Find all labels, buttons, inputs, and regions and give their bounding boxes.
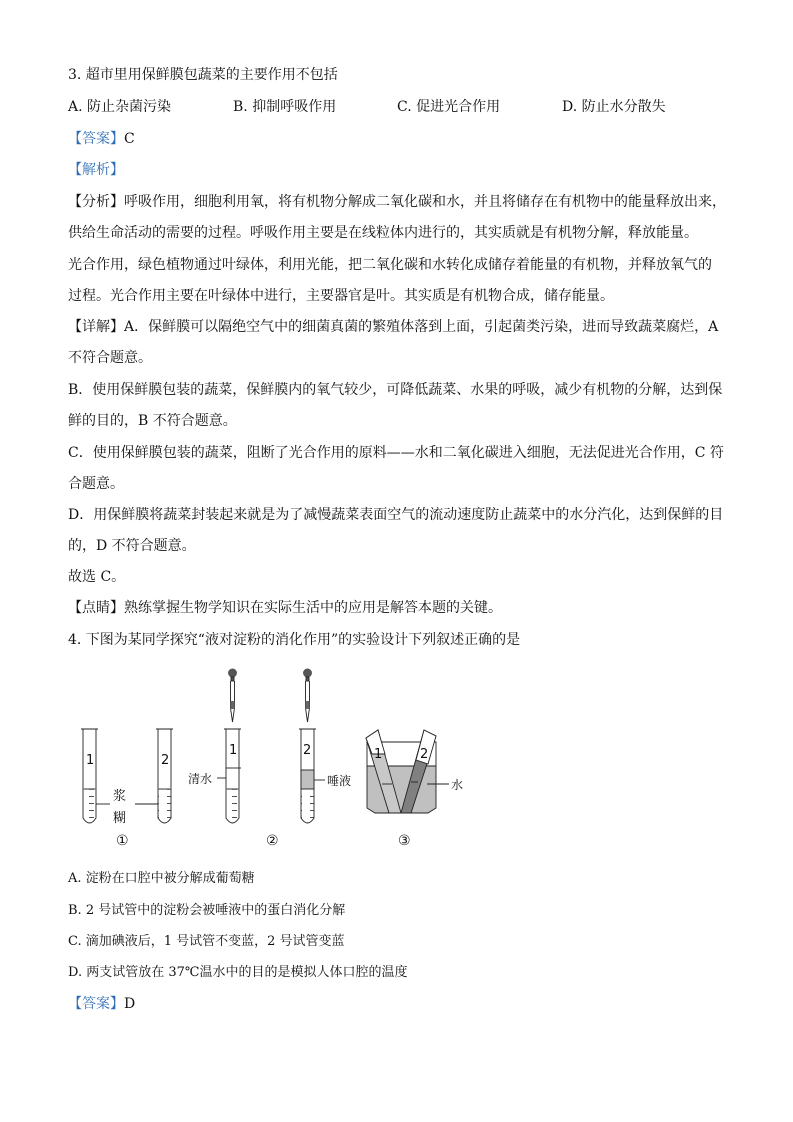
dropper-icon xyxy=(304,669,312,722)
q3-option-a: A. 防止杂菌污染 xyxy=(68,99,172,115)
detail-line: D．用保鲜膜将蔬菜封装起来就是为了减慢蔬菜表面空气的流动速度防止蔬菜中的水分汽化，达到保鲜的目 xyxy=(68,507,724,523)
experiment-figure xyxy=(60,660,480,860)
starch-label: 糊 xyxy=(113,811,127,826)
detail-line: 的，D 不符合题意。 xyxy=(68,538,196,554)
detail-line: 鲜的目的，B 不符合题意。 xyxy=(68,413,237,429)
answer-tag: 【答案】 xyxy=(68,996,124,1012)
q4-option-d: D. 两支试管放在 37℃温水中的目的是模拟人体口腔的温度 xyxy=(68,965,408,980)
beaker-water-bath xyxy=(366,730,449,813)
detail-line: 【详解】A．保鲜膜可以隔绝空气中的细菌真菌的繁殖体落到上面，引起菌类污染，进而导致蔬菜腐烂，A xyxy=(68,319,719,335)
step-label-2: ② xyxy=(266,833,279,849)
starch-label: 浆 xyxy=(113,789,127,804)
detail-line: 合题意。 xyxy=(68,476,124,492)
detail-line: 不符合题意。 xyxy=(68,350,152,366)
q4-answer xyxy=(68,995,135,1013)
answer-value: C xyxy=(124,131,135,147)
tube-label-2: 2 xyxy=(303,743,312,758)
q4-stem: 4. 下图为某同学探究“液对淀粉的消化作用”的实验设计下列叙述正确的是 xyxy=(68,632,521,648)
tube-label-1: 1 xyxy=(229,743,238,758)
analysis-line: 供给生命活动的需要的过程。呼吸作用主要是在线粒体内进行的，其实质就是有机物分解，释放能量。 xyxy=(68,225,698,241)
q3-stem: 3. 超市里用保鲜膜包蔬菜的主要作用不包括 xyxy=(68,67,338,83)
q3-option-b: B. 抑制呼吸作用 xyxy=(233,99,337,115)
analysis-line: 【分析】呼吸作用，细胞利用氧，将有机物分解成二氧化碳和水，并且将储存在有机物中的能量释放出来， xyxy=(68,194,726,210)
detail-line: B．使用保鲜膜包装的蔬菜，保鲜膜内的氧气较少，可降低蔬菜、水果的呼吸，减少有机物的分解，达到保 xyxy=(68,382,723,398)
q3-option-d: D. 防止水分散失 xyxy=(562,99,666,115)
water-label: 清水 xyxy=(188,772,213,786)
saliva-label: 唾液 xyxy=(327,774,352,788)
detail-line: C．使用保鲜膜包装的蔬菜，阻断了光合作用的原料——水和二氧化碳进入细胞，无法促进光合作用，C 符 xyxy=(68,445,724,461)
beaker-water-label: 水 xyxy=(451,778,464,792)
test-tube-1 xyxy=(81,729,110,823)
dropper-icon xyxy=(229,669,237,722)
tip-line: 【点睛】熟练掌握生物学知识在实际生活中的应用是解答本题的关键。 xyxy=(68,600,502,616)
answer-value: D xyxy=(124,996,136,1012)
tube-label-1: 1 xyxy=(374,747,383,762)
q4-option-a: A. 淀粉在口腔中被分解成葡萄糖 xyxy=(68,871,255,886)
answer-tag: 【答案】 xyxy=(68,131,124,147)
tube-label-2: 2 xyxy=(420,747,429,762)
tube-label-1: 1 xyxy=(86,753,95,768)
test-tube-2 xyxy=(135,729,173,823)
analysis-line: 光合作用，绿色植物通过叶绿体，利用光能，把二氧化碳和水转化成储存着能量的有机物，并释放氧气的 xyxy=(68,257,712,273)
step-label-1: ① xyxy=(116,833,129,849)
q3-option-c: C. 促进光合作用 xyxy=(397,99,501,115)
q3-answer xyxy=(68,130,135,148)
q4-option-b: B. 2 号试管中的淀粉会被唾液中的蛋白消化分解 xyxy=(68,903,346,918)
tube-label-2: 2 xyxy=(161,753,170,768)
step-label-3: ③ xyxy=(398,833,411,849)
analysis-tag: 【解析】 xyxy=(68,162,124,178)
analysis-line: 过程。光合作用主要在叶绿体中进行，主要器官是叶。其实质是有机物合成，储存能量。 xyxy=(68,288,614,304)
q4-option-c: C. 滴加碘液后，1 号试管不变蓝，2 号试管变蓝 xyxy=(68,934,345,949)
conclusion-line: 故选 C。 xyxy=(68,569,126,585)
